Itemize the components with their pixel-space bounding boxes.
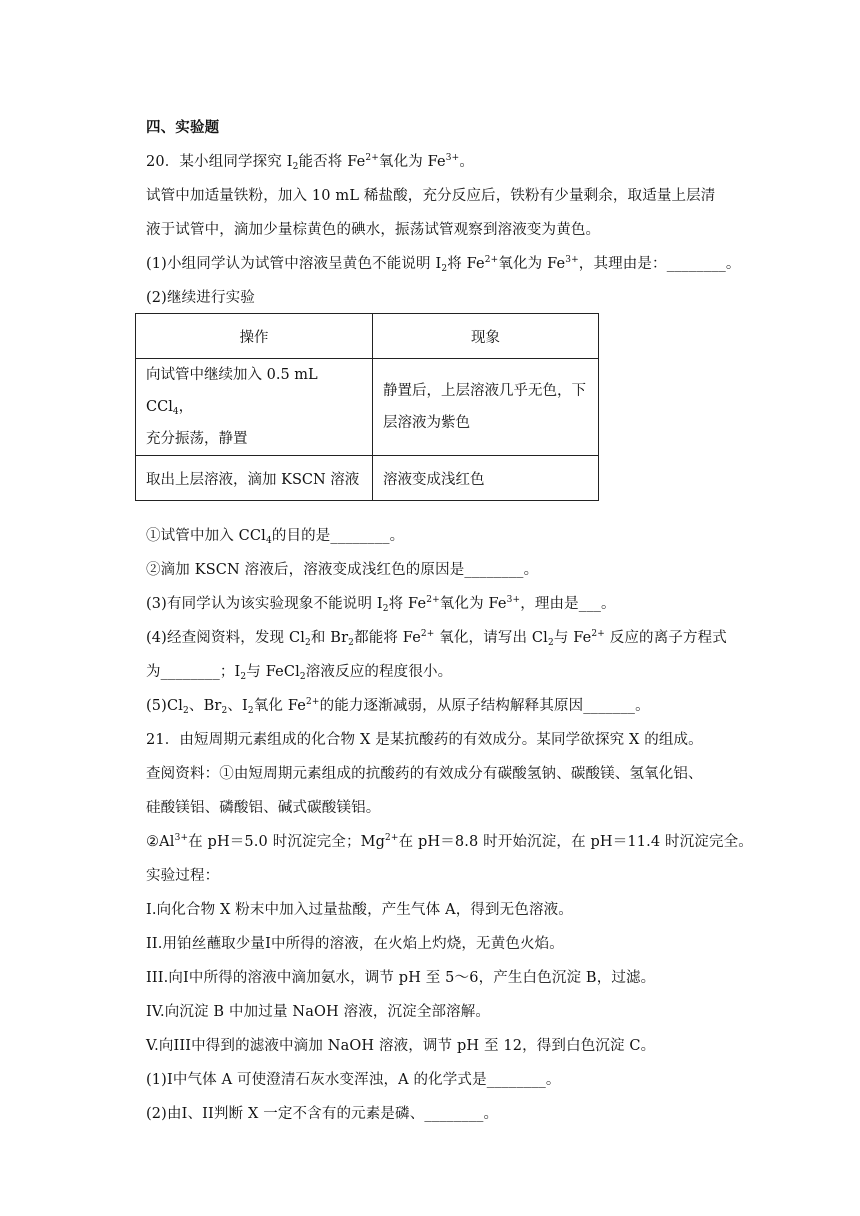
table-cell-phenomenon: 溶液变成浅红色 [373, 456, 599, 501]
q21-step-1: I.向化合物 X 粉末中加入过量盐酸，产生气体 A，得到无色溶液。 [146, 902, 573, 918]
table-header-operation: 操作 [136, 314, 373, 359]
q20-part4-line1: (4)经查阅资料，发现 $Cl_2$和 $Br_2$都能将 $Fe^{2+}$ 氧化，请写出 $Cl_2$与 $Fe^{2+}$ 反应的离子方程式 [146, 629, 727, 648]
q21-reference-2: $②Al^{3+}$在 pH＝5.0 时沉淀完全；$Mg^{2+}$在 pH＝8.8 时开始沉淀，在 pH＝11.4 时沉淀完全。 [146, 833, 753, 850]
q20-part2: (2)继续进行实验 [146, 290, 255, 306]
q21-step-3: III.向I中所得的溶液中滴加氨水，调节 pH 至 5～6，产生白色沉淀 B，过滤。 [146, 970, 656, 986]
table-row [136, 359, 599, 456]
table-cell-phenomenon: 静置后，上层溶液几乎无色，下 层溶液为紫色 [373, 359, 599, 456]
q21-step-5: V.向III中得到的滤液中滴加 NaOH 溶液，调节 pH 至 12，得到白色沉淀 C。 [146, 1038, 656, 1054]
table-cell-operation: 向试管中继续加入 0.5 mL CCl$_4$， 充分振荡，静置 [136, 359, 373, 456]
q21-part1: (1)I中气体 A 可使澄清石灰水变浑浊，A 的化学式是________。 [146, 1072, 561, 1088]
q21-part2: (2)由I、II判断 X 一定不含有的元素是磷、________。 [146, 1106, 499, 1122]
q20-part3: (3)有同学认为该实验现象不能说明 $I_2$将 $Fe^{2+}$氧化为 $Fe^{3+}$，理由是___。 [146, 595, 616, 614]
q21-reference-line2: 硅酸镁铝、磷酸铝、碱式碳酸镁铝。 [146, 800, 381, 816]
q20-intro-line2: 液于试管中，滴加少量棕黄色的碘水，振荡试管观察到溶液变为黄色。 [146, 222, 601, 238]
q20-part4-line2: 为________；$I_2$与 FeCl$_2$溶液反应的程度很小。 [146, 664, 453, 682]
q20-part1: (1)小组同学认为试管中溶液呈黄色不能说明 $I_2$将 $Fe^{2+}$氧化为 $Fe^{3+}$，其理由是：________。 [146, 255, 741, 274]
q20-part5: $(5)Cl_2$、$Br_2$、$I_2$氧化 $Fe^{2+}$的能力逐渐减弱，从原子结构解释其原因_______。 [146, 697, 650, 716]
table-row [136, 456, 599, 501]
section-title: 四、实验题 [146, 119, 220, 136]
q21-reference-line1: 查阅资料：①由短周期元素组成的抗酸药的有效成分有碳酸氢钠、碳酸镁、氢氧化铝、 [146, 766, 703, 782]
table-header-phenomenon: 现象 [373, 314, 599, 359]
q20-stem: 20．某小组同学探究 $I_2$能否将 $Fe^{2+}$氧化为 $Fe^{3+}$。 [146, 153, 475, 172]
table-header-row [136, 314, 599, 359]
experiment-table [135, 313, 599, 501]
q20-sub1: ①试管中加入 CCl$_4$的目的是________。 [146, 528, 405, 546]
q21-step-4: IV.向沉淀 B 中加过量 NaOH 溶液，沉淀全部溶解。 [146, 1004, 491, 1020]
q21-step-2: II.用铂丝蘸取少量I中所得的溶液，在火焰上灼烧，无黄色火焰。 [146, 936, 564, 952]
q21-stem: 21．由短周期元素组成的化合物 X 是某抗酸药的有效成分。某同学欲探究 X 的组成。 [146, 732, 703, 748]
q20-sub2: ②滴加 KSCN 溶液后，溶液变成浅红色的原因是________。 [146, 562, 539, 578]
q20-intro-line1: 试管中加适量铁粉，加入 10 mL 稀盐酸，充分反应后，铁粉有少量剩余，取适量上层清 [146, 188, 716, 204]
table-cell-operation: 取出上层溶液，滴加 KSCN 溶液 [136, 456, 373, 501]
q21-process-title: 实验过程： [146, 868, 220, 884]
